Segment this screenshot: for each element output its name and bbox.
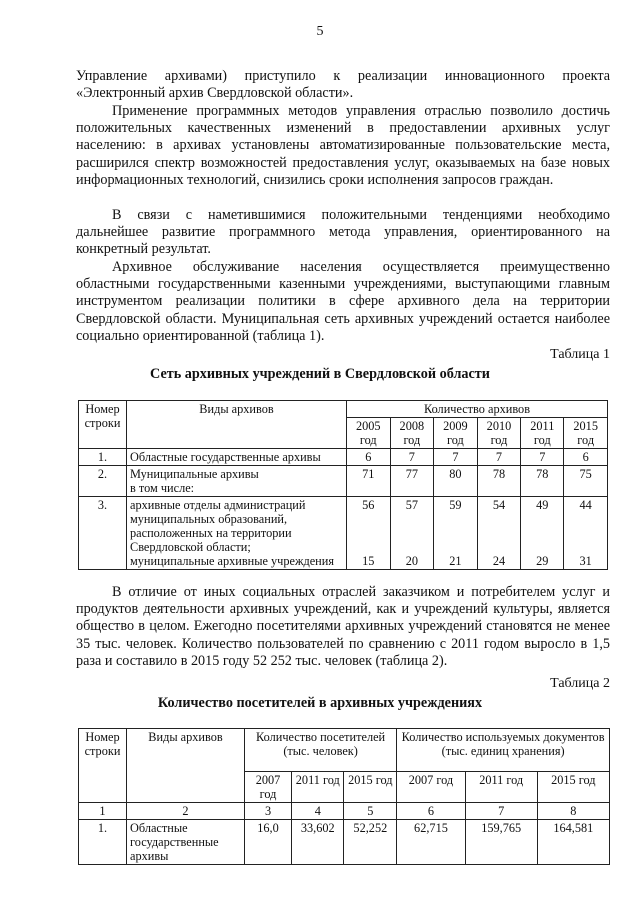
- column-number: 6: [397, 803, 466, 820]
- paragraph-3: В связи с наметившимися положительными тенденциями необходимо дальнейшее развитие программного метода управления, ориентированного на конкретный результат.: [76, 207, 610, 258]
- archive-kind: Областные государственные архивы: [127, 820, 245, 865]
- archive-kind-line: архивные отделы администраций муниципальных образований, расположенных на территории Свердловской области;: [130, 498, 306, 554]
- paragraph-5: В отличие от иных социальных отраслей заказчиком и потребителем услуг и продуктов деятельности архивных учреждений, как и учреждений культуры, является общество в целом. Ежегодно посетителями архивных учреждений становятся не менее 35 тыс. человек. Количество пользователей по сравнению с 2011 годом выросло в 1,5 раза и составило в 2015 году 52 252 тыс. человек (таблица 2).: [76, 584, 610, 669]
- column-number: 2: [127, 803, 245, 820]
- table2-head-visitors: Количество посетителей (тыс. человек): [245, 729, 397, 772]
- cell-value: 80: [434, 466, 478, 497]
- page-number: 5: [316, 24, 324, 39]
- cell-value: 75: [564, 466, 608, 497]
- archive-kind: Областные государственные архивы: [127, 449, 347, 466]
- table1-title: Сеть архивных учреждений в Свердловской области: [150, 366, 490, 382]
- column-number: 7: [465, 803, 537, 820]
- table2-year: 2011 год: [465, 772, 537, 803]
- cell-value: 78: [477, 466, 521, 497]
- cell-value: 33,602: [292, 820, 344, 865]
- cell-value: 159,765: [465, 820, 537, 865]
- cell-value: 57: [405, 498, 418, 512]
- paragraph-4: Архивное обслуживание населения осуществляется преимущественно областными государственными казенными учреждениями, выступающими главным инструментом реализации политики в сфере архивного дела на территории Свердловской области. Муниципальная сеть архивных учреждений остается наиболее социально ориентированной (таблица 1).: [76, 259, 610, 344]
- table2-colnum-row: [79, 803, 610, 820]
- cell-value: 21: [449, 554, 462, 568]
- cell-value: 56: [362, 498, 375, 512]
- table2-year: 2015 год: [537, 772, 609, 803]
- table1-year: 2011 год: [521, 418, 564, 449]
- table2-year: 2011 год: [292, 772, 344, 803]
- archive-kind-line: Муниципальные архивы: [130, 467, 259, 481]
- cell-value: 77: [390, 466, 434, 497]
- cell-value: 6: [347, 449, 391, 466]
- table1-label: Таблица 1: [550, 347, 610, 362]
- table1-year: 2008 год: [390, 418, 434, 449]
- row-number: 1.: [79, 820, 127, 865]
- cell-value: 54: [492, 498, 506, 512]
- column-number: 1: [79, 803, 127, 820]
- row-number: 3.: [79, 497, 127, 570]
- cell-value: 44: [579, 498, 592, 512]
- row-number: 2.: [79, 466, 127, 497]
- row-number: 1.: [79, 449, 127, 466]
- table1-year: 2010 год: [477, 418, 521, 449]
- paragraph-1: Управление архивами) приступило к реализации инновационного проекта «Электронный архив Свердловской области».: [76, 68, 610, 102]
- table2-head-row-no: Номер строки: [79, 729, 127, 803]
- cell-value: 16,0: [245, 820, 292, 865]
- column-number: 3: [245, 803, 292, 820]
- cell-pair: [564, 497, 608, 570]
- table2-title: Количество посетителей в архивных учреждениях: [157, 695, 483, 711]
- table-row: [79, 497, 608, 570]
- table2-head-docs: Количество используемых документов (тыс. единиц хранения): [397, 729, 610, 772]
- cell-value: 164,581: [537, 820, 609, 865]
- table-row: [79, 466, 608, 497]
- visitors-table: [78, 728, 610, 865]
- table2-label: Таблица 2: [550, 676, 610, 691]
- paragraph-2: Применение программных методов управления отраслью позволило достичь положительных качественных изменений в предоставлении архивных услуг населению: в архивах установлены автоматизированные пользовательские места, расширился спектр возможностей предоставления услуг, оказываемых на базе новых информационных технологий, снизились сроки исполнения запросов граждан.: [76, 103, 610, 188]
- cell-value: 24: [492, 554, 506, 568]
- archives-network-table: [78, 400, 608, 570]
- cell-value: 49: [536, 498, 549, 512]
- cell-value: 20: [405, 554, 418, 568]
- cell-pair: [347, 497, 391, 570]
- cell-pair: [434, 497, 478, 570]
- cell-value: 59: [449, 498, 462, 512]
- table1-year: 2015 год: [564, 418, 608, 449]
- table1-head-kind: Виды архивов: [127, 401, 347, 449]
- table2-head-kind: Виды архивов: [127, 729, 245, 803]
- table2-header-row: [79, 729, 610, 772]
- column-number: 8: [537, 803, 609, 820]
- cell-value: 6: [564, 449, 608, 466]
- cell-pair: [477, 497, 521, 570]
- table-row: [79, 820, 610, 865]
- cell-value: 7: [477, 449, 521, 466]
- archive-kind-subline: в том числе:: [130, 481, 195, 495]
- table1-year: 2005 год: [347, 418, 391, 449]
- cell-value: 78: [521, 466, 564, 497]
- table1-year: 2009 год: [434, 418, 478, 449]
- cell-value: 29: [536, 554, 549, 568]
- table2-year: 2007 год: [397, 772, 466, 803]
- column-number: 4: [292, 803, 344, 820]
- cell-value: 7: [434, 449, 478, 466]
- table1-header-row: [79, 401, 608, 418]
- column-number: 5: [344, 803, 397, 820]
- table-row: [79, 449, 608, 466]
- cell-value: 15: [362, 554, 375, 568]
- cell-value: 62,715: [397, 820, 466, 865]
- archive-kind: [127, 466, 347, 497]
- cell-value: 52,252: [344, 820, 397, 865]
- archive-kind-subline: муниципальные архивные учреждения: [130, 554, 335, 568]
- table1-head-row-no: Номер строки: [79, 401, 127, 449]
- table2-year: 2015 год: [344, 772, 397, 803]
- cell-pair: [390, 497, 434, 570]
- cell-value: 71: [347, 466, 391, 497]
- cell-pair: [521, 497, 564, 570]
- table2-year: 2007 год: [245, 772, 292, 803]
- archive-kind: [127, 497, 347, 570]
- cell-value: 7: [390, 449, 434, 466]
- cell-value: 7: [521, 449, 564, 466]
- table1-head-count: Количество архивов: [347, 401, 608, 418]
- cell-value: 31: [579, 554, 592, 568]
